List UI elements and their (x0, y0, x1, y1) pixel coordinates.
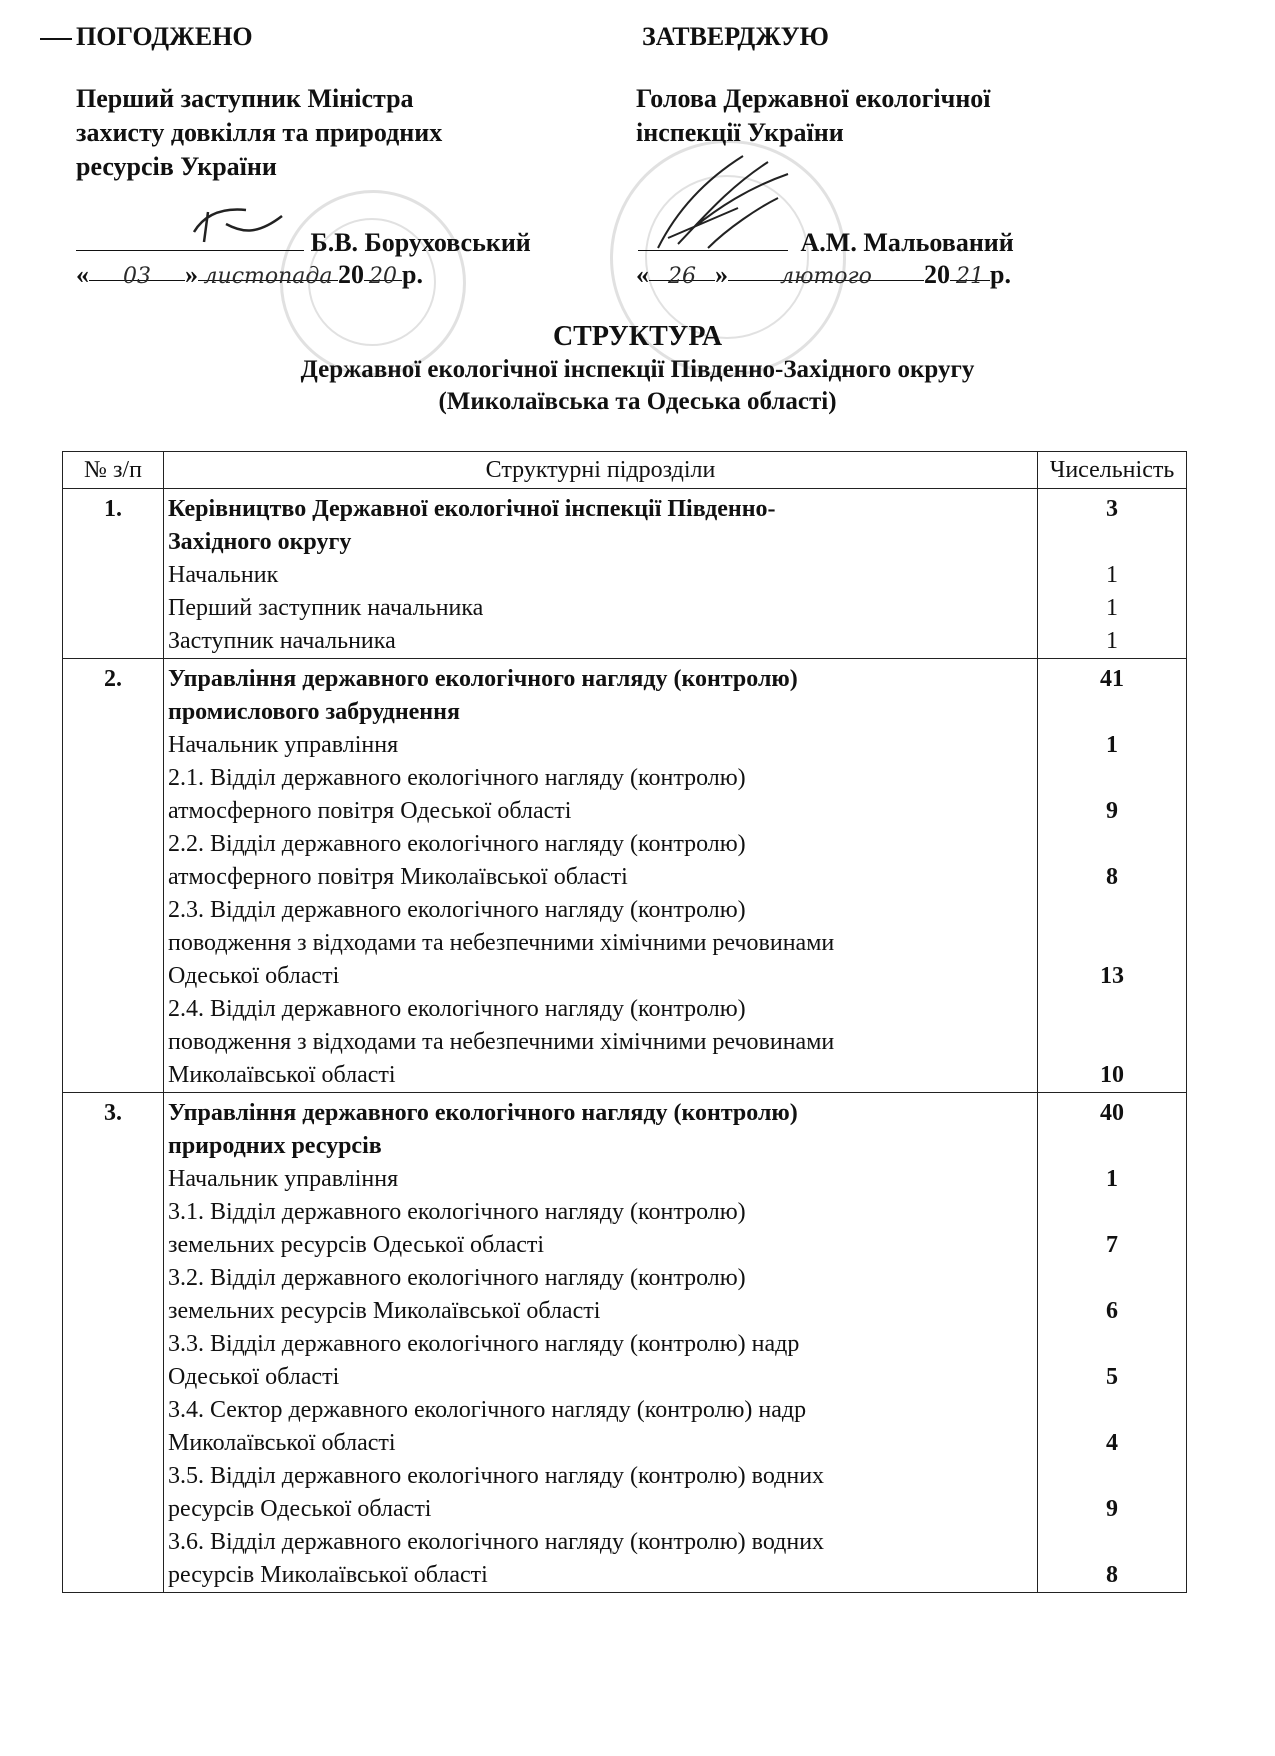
header-units: Структурні підрозділи (164, 452, 1038, 489)
unit-line: Начальник (168, 562, 279, 588)
section-units (164, 659, 1038, 1093)
section-heading-line: Управління державного екологічного нагляду (контролю) (168, 666, 798, 692)
section-heading-line: промислового забруднення (168, 699, 460, 725)
unit-line: 3.4. Сектор державного екологічного нагляду (контролю) надр (168, 1397, 807, 1423)
unit-line: 3.1. Відділ державного екологічного нагляду (контролю) (168, 1199, 746, 1225)
unit-line: 2.2. Відділ державного екологічного нагляду (контролю) (168, 831, 746, 857)
right-signature-blank (638, 228, 788, 251)
unit-count: 8 (1106, 864, 1118, 890)
unit-count: 1 (1106, 562, 1118, 588)
section-total: 3 (1106, 496, 1118, 522)
right-position-line-1: Голова Державної екологічної (636, 84, 991, 113)
section-units (164, 1093, 1038, 1593)
unit-line: Перший заступник начальника (168, 595, 484, 621)
left-signature-blank (76, 228, 304, 251)
unit-line: Начальник управління (168, 732, 399, 758)
left-date-suffix: р. (402, 260, 423, 289)
section-counts (1038, 1093, 1187, 1593)
unit-line: ресурсів Одеської області (168, 1496, 432, 1522)
unit-line: атмосферного повітря Одеської області (168, 798, 572, 824)
unit-count: 13 (1100, 963, 1124, 989)
document-subtitle-line-2: (Миколаївська та Одеська області) (438, 388, 837, 415)
table-header-row (63, 452, 1187, 489)
table-row (63, 489, 1187, 659)
section-heading-line: Управління державного екологічного нагляду (контролю) (168, 1100, 798, 1126)
right-signer-name: А.М. Мальований (800, 228, 1014, 257)
unit-count: 10 (1100, 1062, 1124, 1088)
document-subtitle-line-1: Державної екологічної інспекції Південно-Західного округу (300, 356, 975, 383)
unit-line: 2.3. Відділ державного екологічного нагляду (контролю) (168, 897, 746, 923)
left-approval-block (40, 20, 600, 184)
approval-title: ПОГОДЖЕНО (40, 20, 600, 54)
unit-line: Заступник начальника (168, 628, 396, 654)
section-counts (1038, 659, 1187, 1093)
approve-title: ЗАТВЕРДЖУЮ (642, 22, 829, 51)
unit-count: 1 (1106, 628, 1118, 654)
right-date-suffix: р. (990, 260, 1011, 289)
unit-line: 3.3. Відділ державного екологічного нагляду (контролю) надр (168, 1331, 800, 1357)
unit-line: поводження з відходами та небезпечними хімічними речовинами (168, 1029, 835, 1055)
header-count: Чисельність (1038, 452, 1187, 489)
unit-line: ресурсів Миколаївської області (168, 1562, 488, 1588)
unit-line: 3.5. Відділ державного екологічного нагляду (контролю) водних (168, 1463, 825, 1489)
unit-line: 3.2. Відділ державного екологічного нагляду (контролю) (168, 1265, 746, 1291)
right-position-line-2: інспекції України (636, 118, 844, 147)
section-heading-line: Керівництво Державної екологічної інспекції Південно- (168, 496, 776, 522)
left-position-line-2: захисту довкілля та природних (76, 118, 443, 147)
unit-line: поводження з відходами та небезпечними хімічними речовинами (168, 930, 835, 956)
unit-count: 9 (1106, 798, 1118, 824)
right-approval-block (636, 20, 1256, 150)
unit-line: Одеської області (168, 1364, 340, 1390)
section-number: 3. (63, 1093, 164, 1593)
left-date-day: 03 (123, 264, 151, 289)
unit-line: Миколаївської області (168, 1430, 396, 1456)
right-date-year: 21 (956, 264, 984, 289)
left-date-line: « 03 » листопада 20 20 р. (76, 260, 423, 289)
unit-line: Одеської області (168, 963, 340, 989)
table-row (63, 659, 1187, 1093)
section-counts (1038, 489, 1187, 659)
structure-table (62, 451, 1187, 1593)
unit-count: 4 (1106, 1430, 1118, 1456)
section-total: 40 (1100, 1100, 1124, 1126)
section-heading-line: природних ресурсів (168, 1133, 382, 1159)
unit-count: 7 (1106, 1232, 1118, 1258)
unit-line: 3.6. Відділ державного екологічного нагляду (контролю) водних (168, 1529, 825, 1555)
unit-count: 9 (1106, 1496, 1118, 1522)
header-num: № з/п (63, 452, 164, 489)
table-row (63, 1093, 1187, 1593)
unit-line: 2.1. Відділ державного екологічного нагляду (контролю) (168, 765, 746, 791)
unit-line: земельних ресурсів Одеської області (168, 1232, 545, 1258)
left-position-line-3: ресурсів України (76, 152, 277, 181)
unit-count: 5 (1106, 1364, 1118, 1390)
unit-line: атмосферного повітря Миколаївської області (168, 864, 628, 890)
right-date-day: 26 (668, 264, 696, 289)
margin-dash (40, 38, 72, 40)
right-date-year-prefix: 20 (924, 260, 950, 289)
unit-count: 1 (1106, 732, 1118, 758)
section-units (164, 489, 1038, 659)
document-title: СТРУКТУРА (552, 321, 723, 352)
unit-line: Миколаївської області (168, 1062, 396, 1088)
right-signature-icon (648, 148, 798, 258)
right-date-month: лютого (780, 264, 872, 289)
left-date-year-prefix: 20 (338, 260, 364, 289)
unit-line: земельних ресурсів Миколаївської області (168, 1298, 601, 1324)
unit-count: 6 (1106, 1298, 1118, 1324)
left-date-month: листопада (203, 264, 333, 289)
unit-count: 8 (1106, 1562, 1118, 1588)
left-signer-name: Б.В. Боруховський (310, 228, 531, 257)
section-total: 41 (1100, 666, 1124, 692)
left-signature-line (76, 226, 531, 260)
section-number: 1. (63, 489, 164, 659)
left-signature-icon (186, 202, 296, 246)
right-date-line: « 26 » лютого 20 21 р. (636, 260, 1011, 289)
unit-line: Начальник управління (168, 1166, 399, 1192)
unit-count: 1 (1106, 1166, 1118, 1192)
left-date-year: 20 (369, 264, 397, 289)
unit-count: 1 (1106, 595, 1118, 621)
right-signature-line (638, 226, 1014, 260)
section-heading-line: Західного округу (168, 529, 352, 555)
unit-line: 2.4. Відділ державного екологічного нагляду (контролю) (168, 996, 746, 1022)
section-number: 2. (63, 659, 164, 1093)
left-position-line-1: Перший заступник Міністра (76, 84, 414, 113)
document-title-block (0, 320, 1275, 418)
